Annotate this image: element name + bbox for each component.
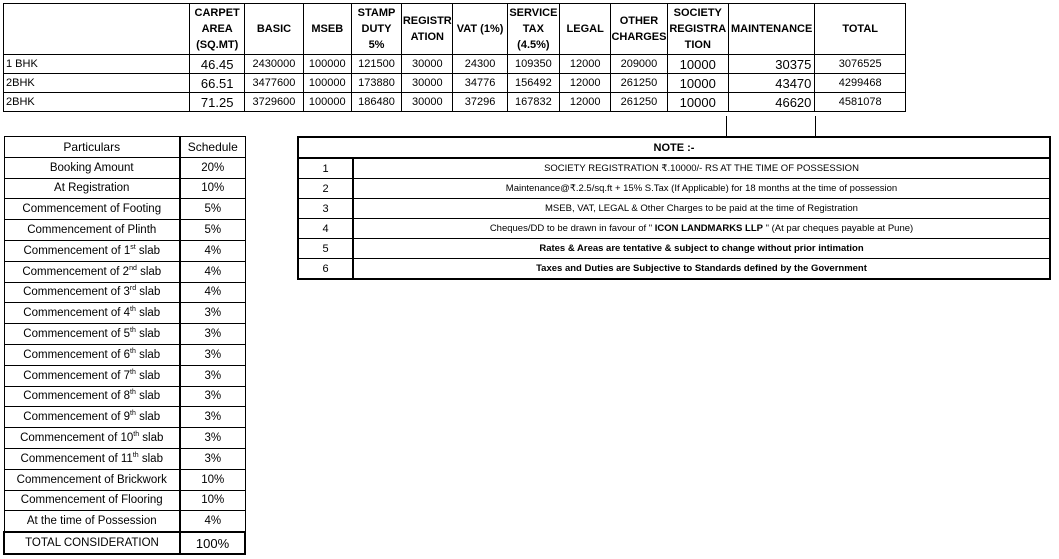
schedule-percent: 4% bbox=[180, 511, 245, 532]
schedule-percent: 3% bbox=[180, 324, 245, 345]
note-row bbox=[298, 179, 1050, 199]
price-cell: 10000 bbox=[667, 55, 728, 74]
schedule-percent: 10% bbox=[180, 469, 245, 490]
schedule-particular bbox=[4, 282, 180, 303]
schedule-percent: 3% bbox=[180, 344, 245, 365]
note-text bbox=[353, 179, 1050, 199]
ordinal-suffix: th bbox=[130, 348, 136, 356]
price-header-cell bbox=[453, 4, 507, 55]
schedule-particular bbox=[4, 240, 180, 261]
price-header-text: TAX bbox=[522, 23, 544, 35]
particular-text: Commencement of 2 bbox=[22, 265, 130, 278]
price-header-text: TOTAL bbox=[842, 23, 879, 35]
schedule-percent: 10% bbox=[180, 178, 245, 199]
note-text-part: SOCIETY REGISTRATION ₹.10000/- RS AT THE TIME OF POSSESSION bbox=[544, 163, 859, 174]
particular-text: Commencement of 1 bbox=[23, 244, 131, 257]
price-header-text: LEGAL bbox=[566, 23, 604, 35]
price-cell: 173880 bbox=[351, 74, 401, 93]
price-cell: 2430000 bbox=[245, 55, 303, 74]
particular-suffix: slab bbox=[136, 265, 162, 278]
note-text-part: Cheques/DD to be drawn in favour of " bbox=[489, 223, 655, 234]
schedule-particular bbox=[4, 365, 180, 386]
note-number: 1 bbox=[298, 158, 353, 179]
price-header-text: REGISTRA bbox=[669, 23, 727, 35]
particular-suffix: slab bbox=[136, 286, 161, 299]
schedule-row bbox=[4, 303, 245, 324]
particular-text: Commencement of 9 bbox=[23, 411, 131, 424]
schedule-row bbox=[4, 282, 245, 303]
schedule-particular bbox=[4, 428, 180, 449]
price-cell: 121500 bbox=[351, 55, 401, 74]
price-cell: 10000 bbox=[667, 93, 728, 112]
price-cell: 261250 bbox=[611, 93, 667, 112]
schedule-percent: 3% bbox=[180, 386, 245, 407]
particular-text: Commencement of Footing bbox=[22, 203, 162, 216]
price-cell: 66.51 bbox=[190, 74, 245, 93]
particular-suffix: slab bbox=[135, 411, 161, 424]
particular-text: At Registration bbox=[54, 182, 130, 195]
schedule-header: Schedule bbox=[180, 137, 245, 158]
particular-suffix: slab bbox=[138, 452, 163, 465]
price-cell: 261250 bbox=[611, 74, 667, 93]
note-text-part: ICON LANDMARKS LLP bbox=[654, 223, 763, 234]
schedule-particular bbox=[4, 199, 180, 220]
particular-text: Commencement of Brickwork bbox=[16, 473, 167, 486]
schedule-row bbox=[4, 324, 245, 345]
schedule-row bbox=[4, 511, 245, 532]
price-header-text: AREA bbox=[201, 23, 233, 35]
schedule-row bbox=[4, 199, 245, 220]
price-cell: 34776 bbox=[453, 74, 507, 93]
price-cell: 4299468 bbox=[815, 74, 906, 93]
schedule-row bbox=[4, 344, 245, 365]
schedule-particular bbox=[4, 490, 180, 511]
schedule-percent: 5% bbox=[180, 220, 245, 241]
schedule-row bbox=[4, 220, 245, 241]
note-text bbox=[353, 259, 1050, 280]
schedule-percent: 3% bbox=[180, 303, 245, 324]
note-row bbox=[298, 239, 1050, 259]
price-header-cell bbox=[4, 4, 190, 55]
price-header-cell bbox=[190, 4, 245, 55]
ordinal-suffix: th bbox=[132, 452, 139, 460]
note-text bbox=[353, 199, 1050, 219]
schedule-row bbox=[4, 490, 245, 511]
price-cell: 186480 bbox=[351, 93, 401, 112]
price-cell: 156492 bbox=[507, 74, 559, 93]
price-cell: 24300 bbox=[453, 55, 507, 74]
price-header-cell bbox=[815, 4, 906, 55]
schedule-percent: 3% bbox=[180, 365, 245, 386]
price-cell: 37296 bbox=[453, 93, 507, 112]
particular-text: Commencement of 8 bbox=[23, 390, 131, 403]
schedule-particular bbox=[4, 344, 180, 365]
price-cell: 30000 bbox=[402, 93, 453, 112]
note-text-part: Maintenance@₹.2.5/sq.ft + 15% S.Tax (If Applicable) for 18 months at the time of possession bbox=[505, 183, 898, 194]
note-row bbox=[298, 158, 1050, 179]
note-header-row bbox=[298, 137, 1050, 158]
note-text-part: Taxes and Duties are Subjective to Standards defined by the Government bbox=[536, 263, 867, 274]
schedule-row bbox=[4, 178, 245, 199]
price-header-text: BASIC bbox=[256, 23, 292, 35]
total-consideration-row bbox=[4, 532, 245, 554]
particular-text: Commencement of Flooring bbox=[20, 494, 163, 507]
particular-suffix: slab bbox=[135, 369, 161, 382]
particulars-header: Particulars bbox=[4, 137, 180, 158]
schedule-percent: 4% bbox=[180, 240, 245, 261]
particular-text: Commencement of 3 bbox=[23, 286, 130, 299]
schedule-row bbox=[4, 386, 245, 407]
price-header-text: STAMP bbox=[357, 7, 396, 19]
price-header-cell bbox=[351, 4, 401, 55]
ordinal-suffix: th bbox=[130, 327, 136, 335]
note-text-part: " (At par cheques payable at Pune) bbox=[762, 223, 914, 234]
price-cell: 167832 bbox=[507, 93, 559, 112]
price-cell: 100000 bbox=[303, 93, 351, 112]
schedule-particular bbox=[4, 303, 180, 324]
note-text bbox=[353, 158, 1050, 179]
schedule-particular bbox=[4, 448, 180, 469]
unit-type-cell: 1 BHK bbox=[4, 55, 190, 74]
ordinal-suffix: th bbox=[130, 410, 136, 418]
price-cell: 3477600 bbox=[245, 74, 303, 93]
price-cell: 43470 bbox=[728, 74, 814, 93]
particular-text: Commencement of 11 bbox=[20, 452, 133, 465]
note-title: NOTE :- bbox=[298, 137, 1050, 158]
note-number: 6 bbox=[298, 259, 353, 280]
ordinal-suffix: th bbox=[130, 368, 136, 376]
particular-text: Booking Amount bbox=[49, 161, 134, 174]
particular-text: Commencement of 4 bbox=[23, 307, 131, 320]
total-consideration-percent: 100% bbox=[180, 532, 245, 554]
price-header-cell bbox=[611, 4, 667, 55]
price-row bbox=[4, 74, 906, 93]
particular-text: Commencement of 7 bbox=[23, 369, 131, 382]
price-cell: 209000 bbox=[611, 55, 667, 74]
price-header-text: CARPET bbox=[194, 7, 240, 19]
schedule-header-row bbox=[4, 137, 245, 158]
note-text bbox=[353, 239, 1050, 259]
price-cell: 30000 bbox=[402, 74, 453, 93]
price-header-text: TION bbox=[684, 39, 711, 51]
price-cell: 12000 bbox=[560, 74, 611, 93]
note-number: 3 bbox=[298, 199, 353, 219]
price-cell: 109350 bbox=[507, 55, 559, 74]
price-header-cell bbox=[667, 4, 728, 55]
price-cell: 71.25 bbox=[190, 93, 245, 112]
price-header-text: 5% bbox=[368, 39, 385, 51]
schedule-particular bbox=[4, 324, 180, 345]
schedule-row bbox=[4, 261, 245, 282]
price-header-text: CHARGES bbox=[611, 31, 667, 43]
price-header-cell bbox=[303, 4, 351, 55]
schedule-percent: 4% bbox=[180, 282, 245, 303]
price-header-text: (4.5%) bbox=[517, 39, 550, 51]
particular-suffix: slab bbox=[135, 328, 161, 341]
schedule-row bbox=[4, 448, 245, 469]
ordinal-suffix: th bbox=[133, 431, 140, 439]
schedule-particular bbox=[4, 220, 180, 241]
schedule-percent: 5% bbox=[180, 199, 245, 220]
ordinal-suffix: th bbox=[130, 389, 136, 397]
note-text-part: MSEB, VAT, LEGAL & Other Charges to be paid at the time of Registration bbox=[545, 203, 858, 214]
price-header-text: SERVICE bbox=[509, 7, 558, 19]
schedule-particular bbox=[4, 261, 180, 282]
schedule-particular bbox=[4, 386, 180, 407]
price-cell: 30375 bbox=[728, 55, 814, 74]
price-header-text: ATION bbox=[410, 31, 444, 43]
schedule-percent: 10% bbox=[180, 490, 245, 511]
schedule-row bbox=[4, 157, 245, 178]
schedule-particular bbox=[4, 469, 180, 490]
note-row bbox=[298, 259, 1050, 280]
price-header-cell bbox=[560, 4, 611, 55]
price-cell: 12000 bbox=[560, 93, 611, 112]
price-cell: 100000 bbox=[303, 55, 351, 74]
particular-text: Commencement of 6 bbox=[23, 348, 131, 361]
price-header-cell bbox=[507, 4, 559, 55]
schedule-percent: 3% bbox=[180, 428, 245, 449]
schedule-row bbox=[4, 365, 245, 386]
price-header-row bbox=[4, 4, 906, 55]
price-header-text: MSEB bbox=[311, 23, 344, 35]
particular-text: Commencement of 5 bbox=[23, 328, 131, 341]
maintenance-column-edge-right bbox=[815, 116, 816, 136]
ordinal-suffix: th bbox=[130, 306, 136, 314]
note-number: 5 bbox=[298, 239, 353, 259]
note-row bbox=[298, 219, 1050, 239]
particular-suffix: slab bbox=[139, 432, 164, 445]
price-header-text: OTHER bbox=[619, 15, 659, 27]
price-row bbox=[4, 55, 906, 74]
schedule-row bbox=[4, 407, 245, 428]
price-cell: 12000 bbox=[560, 55, 611, 74]
schedule-particular bbox=[4, 178, 180, 199]
note-text-part: Rates & Areas are tentative & subject to change without prior intimation bbox=[539, 243, 864, 254]
price-cell: 4581078 bbox=[815, 93, 906, 112]
particular-suffix: slab bbox=[135, 390, 161, 403]
price-cell: 46620 bbox=[728, 93, 814, 112]
ordinal-suffix: st bbox=[130, 244, 136, 252]
price-header-cell bbox=[728, 4, 814, 55]
unit-type-cell: 2BHK bbox=[4, 93, 190, 112]
particular-suffix: slab bbox=[135, 244, 160, 257]
price-cell: 3076525 bbox=[815, 55, 906, 74]
price-header-text: SOCIETY bbox=[673, 7, 722, 19]
schedule-percent: 3% bbox=[180, 448, 245, 469]
schedule-particular bbox=[4, 511, 180, 532]
schedule-percent: 3% bbox=[180, 407, 245, 428]
price-cell: 10000 bbox=[667, 74, 728, 93]
price-cell: 30000 bbox=[402, 55, 453, 74]
price-cell: 100000 bbox=[303, 74, 351, 93]
schedule-particular bbox=[4, 407, 180, 428]
schedule-percent: 4% bbox=[180, 261, 245, 282]
price-header-text: VAT (1%) bbox=[456, 23, 504, 35]
ordinal-suffix: rd bbox=[129, 285, 137, 293]
ordinal-suffix: nd bbox=[129, 264, 137, 272]
price-header-text: DUTY bbox=[361, 23, 392, 35]
note-number: 2 bbox=[298, 179, 353, 199]
schedule-row bbox=[4, 469, 245, 490]
schedule-row bbox=[4, 240, 245, 261]
schedule-row bbox=[4, 428, 245, 449]
price-cell: 3729600 bbox=[245, 93, 303, 112]
price-header-text: MAINTENANCE bbox=[731, 23, 813, 35]
particular-suffix: slab bbox=[135, 307, 161, 320]
maintenance-column-edge-left bbox=[726, 116, 727, 136]
schedule-percent: 20% bbox=[180, 157, 245, 178]
particular-text: Commencement of 10 bbox=[20, 432, 134, 445]
particular-suffix: slab bbox=[135, 348, 161, 361]
note-text bbox=[353, 219, 1050, 239]
note-number: 4 bbox=[298, 219, 353, 239]
note-table bbox=[297, 136, 1051, 280]
price-row bbox=[4, 93, 906, 112]
price-header-cell bbox=[245, 4, 303, 55]
note-row bbox=[298, 199, 1050, 219]
price-header-text: REGISTR bbox=[402, 15, 452, 27]
price-cell: 46.45 bbox=[190, 55, 245, 74]
payment-schedule-table bbox=[3, 136, 246, 555]
particular-text: At the time of Possession bbox=[26, 515, 157, 528]
price-header-cell bbox=[402, 4, 453, 55]
price-table bbox=[3, 3, 906, 112]
schedule-particular bbox=[4, 157, 180, 178]
total-consideration-label: TOTAL CONSIDERATION bbox=[4, 532, 180, 554]
price-header-text: (SQ.MT) bbox=[196, 39, 239, 51]
unit-type-cell: 2BHK bbox=[4, 74, 190, 93]
particular-text: Commencement of Plinth bbox=[27, 224, 157, 237]
